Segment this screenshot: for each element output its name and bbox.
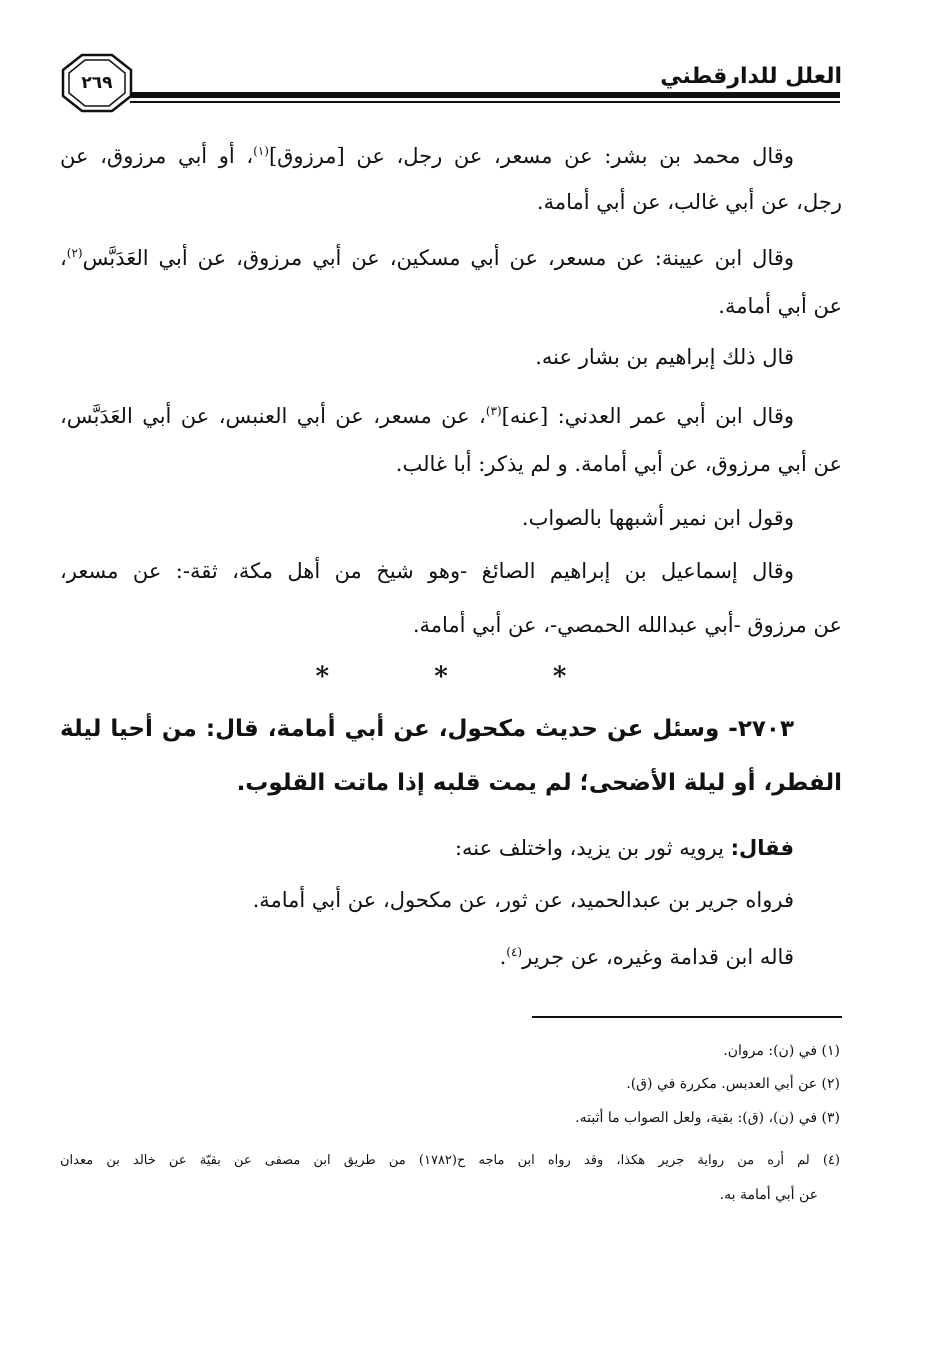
text-line: قال ذلك إبراهيم بن بشار عنه. — [535, 345, 794, 369]
page-number-badge — [60, 52, 134, 114]
header-rule — [130, 92, 840, 104]
footnote-mark: (٣) — [485, 404, 502, 418]
footnote-separator — [532, 1016, 842, 1018]
running-title: العلل للدارقطني — [660, 64, 842, 89]
entry-title: ٢٧٠٣- وسئل عن حديث مكحول، عن أبي أمامة، قال: من أحيا ليلة — [60, 716, 794, 742]
text-line: وقال محمد بن بشر: عن مسعر، عن رجل، عن [مرزوق]$^{(١)}$، أو أبي مرزوق، عن — [60, 144, 794, 168]
footnote: (٣) في (ن)، (ق): بقية، ولعل الصواب ما أثبته. — [575, 1110, 840, 1126]
text-line: وقال ابن عيينة: عن مسعر، عن أبي مسكين، عن أبي مرزوق، عن أبي العَدَبَّس$^{(٢)}$، — [60, 246, 794, 270]
answer-line: فرواه جرير بن عبدالحميد، عن ثور، عن مكحول، عن أبي أمامة. — [252, 888, 794, 912]
answer-line: فقال: يرويه ثور بن يزيد، واختلف عنه: — [454, 836, 794, 860]
answer-line: قاله ابن قدامة وغيره، عن جرير$^{(٤)}$. — [499, 945, 794, 969]
text-line: وقال إسماعيل بن إبراهيم الصائغ -وهو شيخ من أهل مكة، ثقة-: عن مسعر، — [60, 559, 794, 583]
page-number: ٢٦٩ — [81, 73, 113, 93]
text-line: عن أبي مرزوق، عن أبي أمامة. و لم يذكر: أبا غالب. — [395, 452, 842, 476]
footnote-continued: عن أبي أمامة به. — [719, 1187, 818, 1203]
footnote-mark: (٤) — [506, 945, 523, 959]
section-separator: * * * — [315, 662, 615, 692]
answer-lead: فقال: — [730, 836, 794, 860]
text-line: عن أبي أمامة. — [718, 294, 842, 318]
footnote: (٢) عن أبي العدبس. مكررة في (ق). — [626, 1076, 840, 1092]
text-line: وقول ابن نمير أشبهها بالصواب. — [521, 506, 794, 530]
footnote-mark: (١) — [253, 144, 269, 158]
text-line: رجل، عن أبي غالب، عن أبي أمامة. — [536, 190, 842, 214]
text-line: عن مرزوق -أبي عبدالله الحمصي-، عن أبي أمامة. — [412, 613, 842, 637]
footnote: (١) في (ن): مروان. — [723, 1043, 840, 1059]
text-line: وقال ابن أبي عمر العدني: [عنه]$^{(٣)}$، عن مسعر، عن أبي العنبس، عن أبي العَدَبَّس، — [60, 404, 794, 428]
entry-title-continued: الفطر، أو ليلة الأضحى؛ لم يمت قلبه إذا ماتت القلوب. — [236, 770, 842, 796]
footnote: (٤) لم أره من رواية جرير هكذا، وقد رواه ابن ماجه ح(١٧٨٢) من طريق ابن مصفى عن بقيّة عن خالد بن معدان — [60, 1153, 840, 1168]
footnote-mark: (٢) — [66, 246, 83, 260]
